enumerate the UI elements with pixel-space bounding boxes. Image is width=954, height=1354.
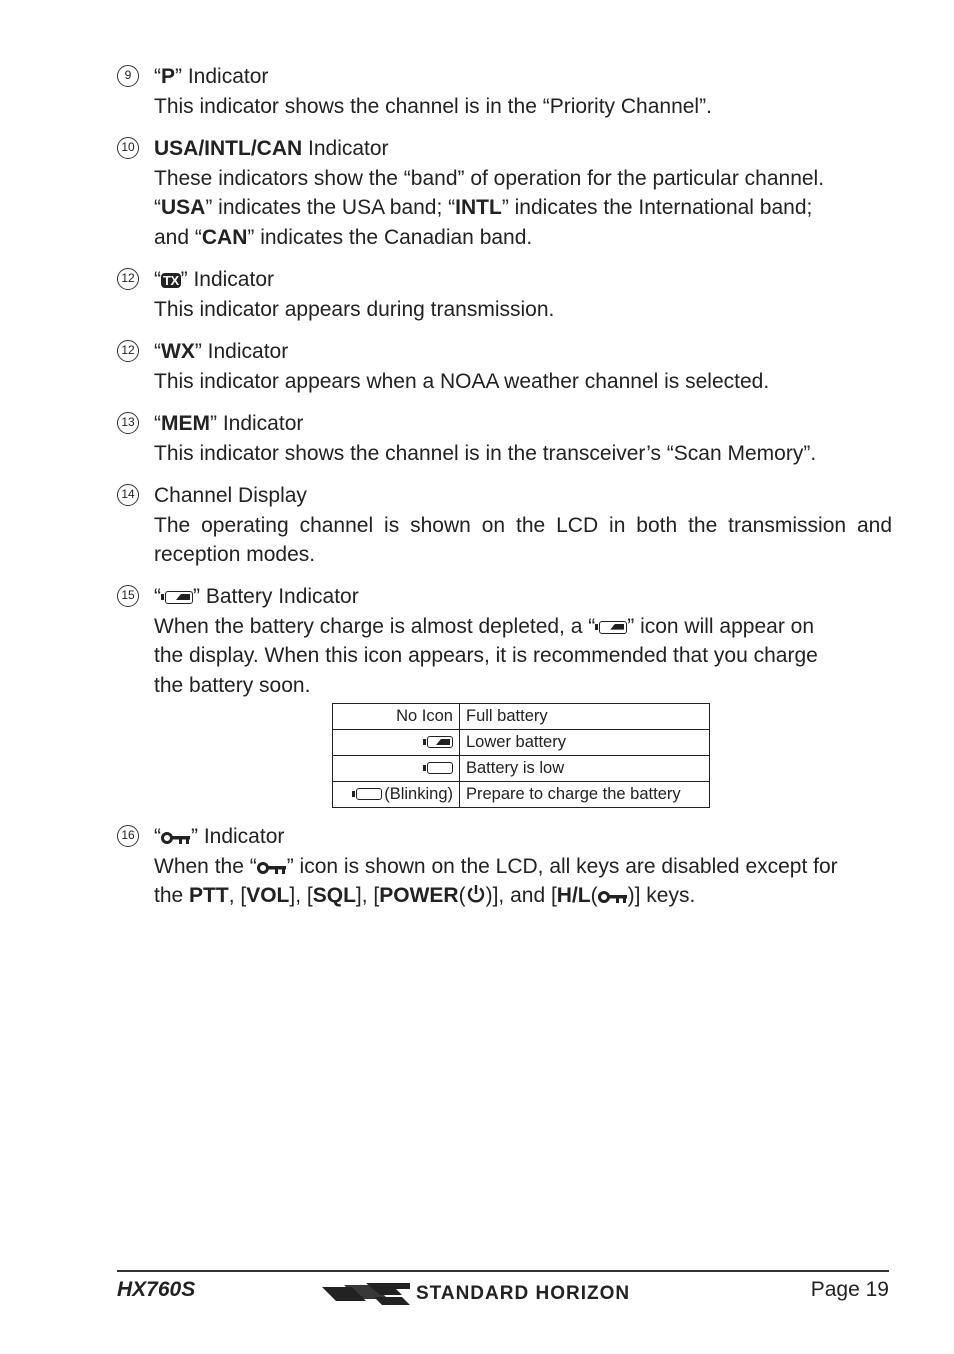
battery-low-icon bbox=[599, 621, 627, 634]
page-number: Page 19 bbox=[810, 1278, 889, 1301]
title-bold: MEM bbox=[161, 412, 210, 435]
battery-table bbox=[332, 703, 710, 808]
table-cell: Full battery bbox=[460, 704, 710, 730]
battery-empty-icon bbox=[427, 762, 453, 774]
item-number: 16 bbox=[117, 825, 139, 847]
item-description: This indicator shows the channel is in the “Priority Channel”. bbox=[154, 94, 712, 118]
item-mem-indicator: 13 “MEM” Indicator This indicator shows the channel is in the transceiver’s “Scan Memory”. bbox=[117, 409, 892, 468]
table-cell: No Icon bbox=[333, 704, 460, 730]
item-description: This indicator appears during transmission. bbox=[154, 297, 555, 321]
item-number: 15 bbox=[117, 585, 139, 607]
table-cell: Battery is low bbox=[460, 756, 710, 782]
item-description: This indicator shows the channel is in the transceiver’s “Scan Memory”. bbox=[154, 441, 817, 465]
key-lock-icon bbox=[598, 890, 628, 904]
power-icon bbox=[466, 884, 486, 904]
table-cell: Prepare to charge the battery bbox=[460, 782, 710, 808]
item-priority-indicator: 9 “P” Indicator This indicator shows the channel is in the “Priority Channel”. bbox=[117, 62, 892, 121]
battery-empty-icon bbox=[356, 788, 382, 800]
item-number: 10 bbox=[117, 137, 139, 159]
table-cell: (Blinking) bbox=[333, 782, 460, 808]
title-bold: WX bbox=[161, 340, 195, 363]
footer-divider bbox=[117, 1270, 889, 1272]
item-wx-indicator: 12 “WX” Indicator This indicator appears when a NOAA weather channel is selected. bbox=[117, 337, 892, 396]
item-number: 13 bbox=[117, 412, 139, 434]
table-row bbox=[333, 704, 710, 730]
brand-name: STANDARD HORIZON bbox=[416, 1283, 631, 1304]
table-row bbox=[333, 756, 710, 782]
item-title: Channel Display bbox=[154, 484, 307, 507]
item-number: 12 bbox=[117, 340, 139, 362]
key-lock-icon bbox=[161, 831, 191, 845]
table-cell bbox=[333, 756, 460, 782]
model-name: HX760S bbox=[117, 1278, 196, 1301]
table-cell: Lower battery bbox=[460, 730, 710, 756]
item-description: The operating channel is shown on the LCD in both the transmission and reception modes. bbox=[154, 513, 892, 567]
table-row bbox=[333, 782, 710, 808]
standard-horizon-logo-icon bbox=[322, 1281, 412, 1307]
item-band-indicator: 10 USA/INTL/CAN Indicator These indicators show the “band” of operation for the particular channel. “USA” indicates the USA band; “INTL” indicates the International band; and “CAN” indicates the Canadian band. bbox=[117, 134, 892, 252]
tx-icon: TX bbox=[163, 273, 179, 288]
table-cell bbox=[333, 730, 460, 756]
title-bold: P bbox=[161, 65, 176, 88]
item-key-lock-indicator: 16 “ ” Indicator When the “ ” icon is shown on the LCD, all keys are disabled except for the PTT, [VOL], [SQL], [POWER( )], and [H/L( )] keys. bbox=[117, 822, 892, 911]
item-description: This indicator appears when a NOAA weather channel is selected. bbox=[154, 369, 770, 393]
item-channel-display bbox=[117, 481, 892, 570]
key-lock-icon bbox=[257, 861, 287, 875]
item-number: 12 bbox=[117, 268, 139, 290]
battery-low-icon bbox=[165, 591, 193, 604]
item-tx-indicator: 12 “ TX” Indicator This indicator appears during transmission. bbox=[117, 265, 892, 324]
table-row bbox=[333, 730, 710, 756]
item-number: 14 bbox=[117, 484, 139, 506]
item-battery-indicator: 15 “ ” Battery Indicator When the battery charge is almost depleted, a “ ” icon will appear on the display. When this icon appears, it is recommended that you charge the battery soon. bbox=[117, 582, 892, 700]
battery-low-icon bbox=[427, 736, 453, 748]
item-number: 9 bbox=[117, 65, 139, 87]
item-description: These indicators show the “band” of operation for the particular channel. bbox=[154, 166, 825, 190]
title-bold: USA/INTL/CAN bbox=[154, 137, 303, 160]
